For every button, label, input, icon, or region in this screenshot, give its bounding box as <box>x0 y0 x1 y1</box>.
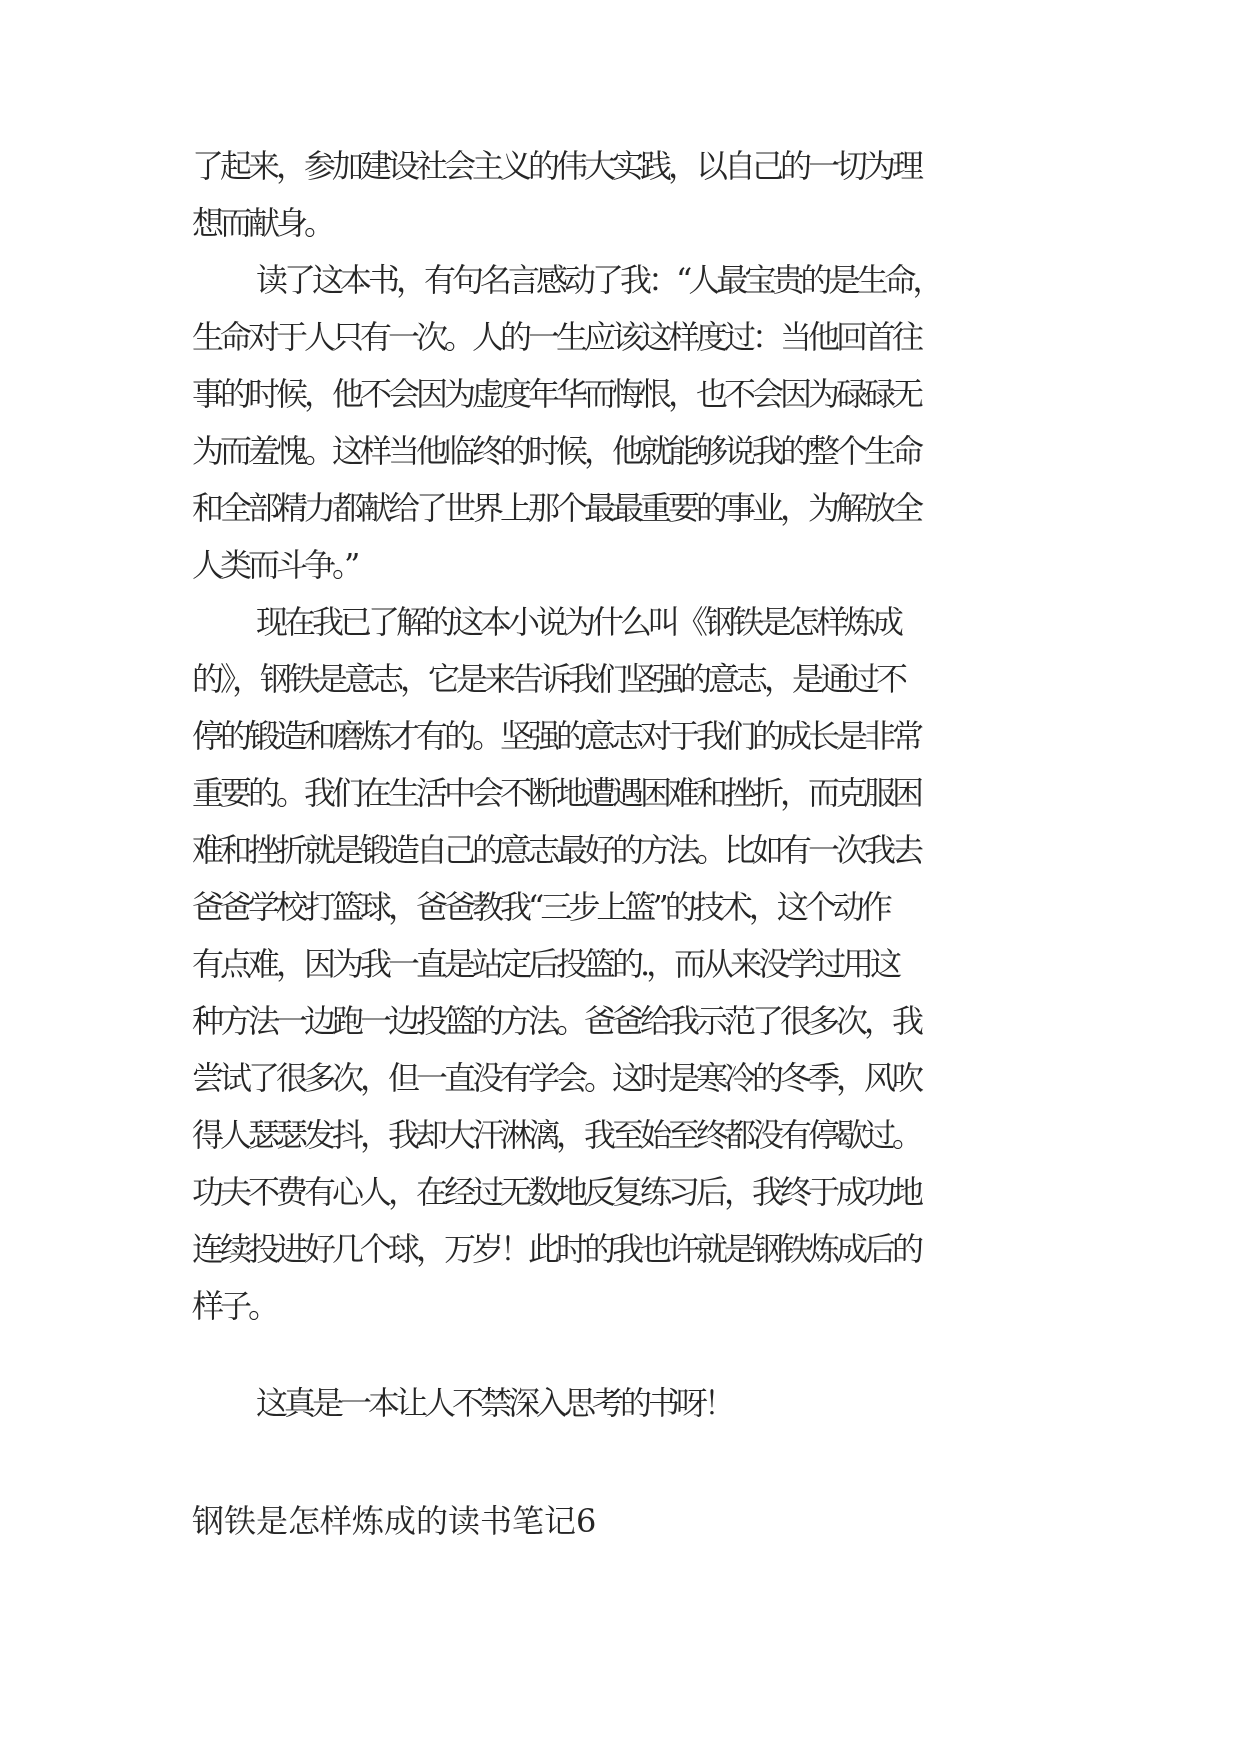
body-line-7: 和全部精力都献给了世界上那个最最重要的事业，为解放全 <box>192 489 921 527</box>
body-line-18: 得人瑟瑟发抖，我却大汗淋漓，我至始至终都没有停歇过。 <box>192 1116 921 1154</box>
body-line-3: 读了这本书，有句名言感动了我：“人最宝贵的是生命， <box>256 261 941 299</box>
body-line-16: 种方法一边跑一边投篮的方法。爸爸给我示范了很多次，我 <box>192 1002 921 1040</box>
body-line-22: 这真是一本让人不禁深入思考的书呀！ <box>256 1384 733 1422</box>
body-line-14: 爸爸学校打篮球，爸爸教我“三步上篮”的技术，这个动作 <box>192 888 889 926</box>
body-line-10: 的》，钢铁是意志，它是来告诉我们坚强的意志，是通过不 <box>192 660 905 698</box>
body-line-5: 事的时候，他不会因为虚度年华而悔恨，也不会因为碌碌无 <box>192 375 921 413</box>
body-line-2: 想而献身。 <box>192 204 333 242</box>
body-line-19: 功夫不费有心人，在经过无数地反复练习后，我终于成功地 <box>192 1173 921 1211</box>
body-line-20: 连续投进好几个球，万岁！此时的我也许就是钢铁炼成后的 <box>192 1230 921 1268</box>
body-line-6: 为而羞愧。这样当他临终的时候，他就能够说我的整个生命 <box>192 432 921 470</box>
body-line-11: 停的锻造和磨炼才有的。坚强的意志对于我们的成长是非常 <box>192 717 921 755</box>
body-line-8: 人类而斗争。” <box>192 546 357 584</box>
section-heading: 钢铁是怎样炼成的读书笔记6 <box>192 1502 597 1540</box>
body-line-17: 尝试了很多次，但一直没有学会。这时是寒冷的冬季，风吹 <box>192 1059 921 1097</box>
body-line-21: 样子。 <box>192 1287 277 1325</box>
body-line-15: 有点难，因为我一直是站定后投篮的.，而从来没学过用这 <box>192 945 899 983</box>
body-line-1: 了起来，参加建设社会主义的伟大实践，以自己的一切为理 <box>192 147 921 185</box>
body-line-12: 重要的。我们在生活中会不断地遭遇困难和挫折，而克服困 <box>192 774 921 812</box>
body-line-9: 现在我已了解的这本小说为什么叫《钢铁是怎样炼成 <box>256 603 901 641</box>
body-line-13: 难和挫折就是锻造自己的意志最好的方法。比如有一次我去 <box>192 831 921 869</box>
body-line-4: 生命对于人只有一次。人的一生应该这样度过：当他回首往 <box>192 318 921 356</box>
